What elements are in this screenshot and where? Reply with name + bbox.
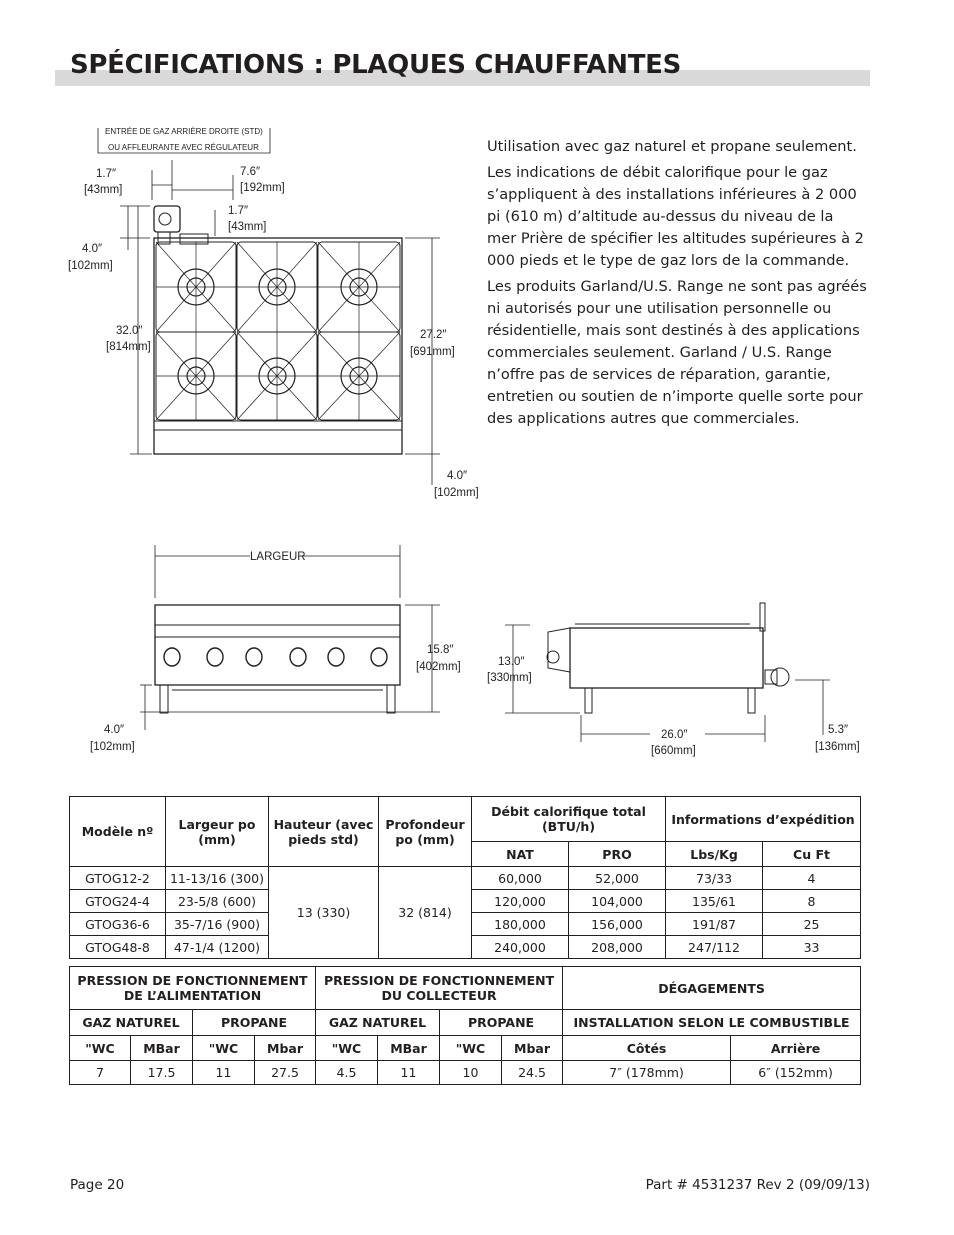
cell-model: GTOG36-6 — [70, 913, 166, 936]
cell-nat: 60,000 — [472, 867, 569, 890]
cell-pro: 52,000 — [569, 867, 666, 890]
cell-width: 23-5/8 (600) — [166, 890, 269, 913]
cell-cuft: 33 — [763, 936, 861, 959]
dim-7-mm: [102mm] — [434, 487, 479, 499]
gas-inlet-label-2: OU AFFLEURANTE AVEC RÉGULATEUR — [108, 143, 259, 152]
cell-value: 11 — [378, 1061, 440, 1085]
header-wc: "WC — [193, 1036, 255, 1061]
header-clearances: DÉGAGEMENTS — [563, 967, 861, 1010]
header-install: INSTALLATION SELON LE COMBUSTIBLE — [563, 1010, 861, 1036]
table-row — [70, 1061, 861, 1085]
header-shipping: Informations d’expédition — [666, 797, 861, 842]
cell-cuft: 8 — [763, 890, 861, 913]
dim-4-in: 4.0″ — [82, 243, 103, 255]
dim-12-mm: [136mm] — [815, 741, 860, 753]
dim-9-mm: [102mm] — [90, 741, 135, 753]
cell-nat: 240,000 — [472, 936, 569, 959]
dim-2-in: 7.6″ — [240, 166, 261, 178]
header-mbar: Mbar — [255, 1036, 316, 1061]
cell-lbs: 247/112 — [666, 936, 763, 959]
cell-lbs: 73/33 — [666, 867, 763, 890]
cell-pro: 104,000 — [569, 890, 666, 913]
dim-3-in: 1.7″ — [228, 205, 249, 217]
dim-11-mm: [660mm] — [651, 745, 696, 757]
header-lbs: Lbs/Kg — [666, 842, 763, 867]
header-wc: "WC — [316, 1036, 378, 1061]
header-model: Modèle nº — [70, 797, 166, 867]
header-nat: NAT — [472, 842, 569, 867]
header-mbar: Mbar — [502, 1036, 563, 1061]
dim-11-in: 26.0″ — [661, 729, 688, 741]
cell-nat: 180,000 — [472, 913, 569, 936]
dim-9-in: 4.0″ — [104, 724, 125, 736]
dim-10-in: 13.0″ — [498, 656, 525, 668]
cell-model: GTOG48-8 — [70, 936, 166, 959]
cell-width: 47-1/4 (1200) — [166, 936, 269, 959]
cell-value: 17.5 — [131, 1061, 193, 1085]
paragraph-3: Les produits Garland/U.S. Range ne sont pas agréés ni autorisés pour une utilisation personnelle ou résidentielle, mais sont destinés à des applications commerciales seulement. Garland / U.S. Range n’offre pas de services de réparation, garantie, entretien ou soutien de n’importe quelle sorte pour des applications autres que commerciales. — [487, 278, 867, 427]
header-pro: PRO — [569, 842, 666, 867]
cell-value: 7 — [70, 1061, 131, 1085]
dim-12-in: 5.3″ — [828, 724, 849, 736]
cell-model: GTOG12-2 — [70, 867, 166, 890]
cell-width: 11-13/16 (300) — [166, 867, 269, 890]
header-propane-1: PROPANE — [193, 1010, 316, 1036]
cell-lbs: 135/61 — [666, 890, 763, 913]
cell-model: GTOG24-4 — [70, 890, 166, 913]
header-rear: Arrière — [731, 1036, 861, 1061]
header-wc: "WC — [440, 1036, 502, 1061]
cell-value: 7″ (178mm) — [563, 1061, 731, 1085]
cell-pro: 208,000 — [569, 936, 666, 959]
cell-cuft: 4 — [763, 867, 861, 890]
cell-value: 6″ (152mm) — [731, 1061, 861, 1085]
cell-value: 4.5 — [316, 1061, 378, 1085]
header-btu: Débit calorifique total (BTU/h) — [472, 797, 666, 842]
page-number: Page 20 — [70, 1177, 125, 1193]
dim-3-mm: [43mm] — [228, 221, 267, 233]
header-natural-gas-2: GAZ NATUREL — [316, 1010, 440, 1036]
cell-height: 13 (330) — [269, 867, 379, 959]
header-manifold-pressure: PRESSION DE FONCTIONNEMENT DU COLLECTEUR — [316, 967, 563, 1010]
cell-cuft: 25 — [763, 913, 861, 936]
table-row — [70, 867, 861, 890]
header-mbar: MBar — [131, 1036, 193, 1061]
width-label: LARGEUR — [250, 551, 306, 563]
page-title: SPÉCIFICATIONS : PLAQUES CHAUFFANTES — [70, 50, 682, 80]
dim-1-in: 1.7″ — [96, 168, 117, 180]
cell-pro: 156,000 — [569, 913, 666, 936]
dim-7-in: 4.0″ — [447, 470, 468, 482]
dim-4-mm: [102mm] — [68, 260, 113, 272]
paragraph-1: Utilisation avec gaz naturel et propane seulement. — [487, 138, 857, 155]
pressure-clearance-table — [69, 966, 861, 1085]
dim-6-mm: [691mm] — [410, 346, 455, 358]
cell-value: 27.5 — [255, 1061, 316, 1085]
gas-inlet-label-1: ENTRÉE DE GAZ ARRIÈRE DROITE (STD) — [105, 127, 263, 136]
cell-depth: 32 (814) — [379, 867, 472, 959]
dim-10-mm: [330mm] — [487, 672, 532, 684]
dim-1-mm: [43mm] — [84, 184, 123, 196]
dim-5-in: 32.0″ — [116, 325, 143, 337]
header-cuft: Cu Ft — [763, 842, 861, 867]
header-width: Largeur po (mm) — [166, 797, 269, 867]
header-supply-pressure: PRESSION DE FONCTIONNEMENT DE L’ALIMENTATION — [70, 967, 316, 1010]
header-depth: Profondeur po (mm) — [379, 797, 472, 867]
header-propane-2: PROPANE — [440, 1010, 563, 1036]
model-spec-table — [69, 796, 861, 959]
cell-value: 11 — [193, 1061, 255, 1085]
dim-5-mm: [814mm] — [106, 341, 151, 353]
cell-value: 10 — [440, 1061, 502, 1085]
cell-nat: 120,000 — [472, 890, 569, 913]
cell-value: 24.5 — [502, 1061, 563, 1085]
header-wc: "WC — [70, 1036, 131, 1061]
dim-8-mm: [402mm] — [416, 661, 461, 673]
header-natural-gas-1: GAZ NATUREL — [70, 1010, 193, 1036]
dim-2-mm: [192mm] — [240, 182, 285, 194]
cell-width: 35-7/16 (900) — [166, 913, 269, 936]
part-number: Part # 4531237 Rev 2 (09/09/13) — [645, 1177, 870, 1193]
header-mbar: MBar — [378, 1036, 440, 1061]
header-height: Hauteur (avec pieds std) — [269, 797, 379, 867]
dim-6-in: 27.2″ — [420, 329, 447, 341]
cell-lbs: 191/87 — [666, 913, 763, 936]
dim-8-in: 15.8″ — [427, 644, 454, 656]
paragraph-2: Les indications de débit calorifique pour le gaz s’appliquent à des installations inférieures à 2 000 pi (610 m) d’altitude au-dessus du niveau de la mer Prière de spécifier les altitudes supérieures à 2 000 pieds et le type de gaz lors de la commande. — [487, 164, 864, 269]
header-sides: Côtés — [563, 1036, 731, 1061]
